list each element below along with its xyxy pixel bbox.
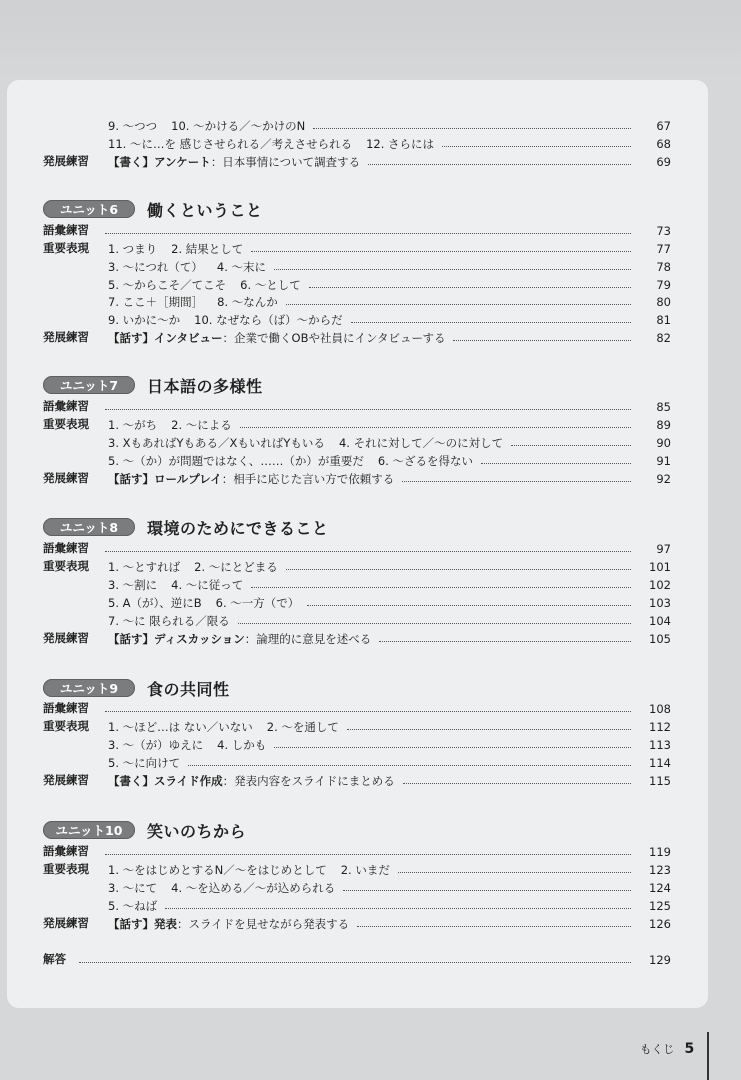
activity-tag: 【話す】ディスカッション [108, 631, 245, 646]
dot-leader [453, 340, 631, 341]
entry-item: 3. XもあればYもある／XもいればYもいる [108, 435, 325, 450]
toc-entry[interactable] [108, 558, 671, 575]
dot-leader [188, 765, 631, 766]
entry-item: 3. ～にて [108, 880, 158, 895]
category-label: 語彙練習 [43, 844, 89, 858]
activity-desc: ：企業で働くOBや社員にインタビューする [222, 330, 446, 345]
dot-leader [286, 569, 631, 570]
toc-entry[interactable] [108, 117, 671, 134]
dot-leader [79, 962, 631, 963]
dot-leader [307, 605, 631, 606]
page-number: 124 [649, 880, 671, 895]
toc-entry[interactable] [108, 772, 671, 789]
toc-entry[interactable] [97, 398, 671, 415]
toc-entry[interactable] [97, 700, 671, 717]
page-number: 102 [649, 577, 671, 592]
toc-entry[interactable] [71, 951, 671, 968]
dot-leader [105, 551, 631, 552]
toc-entry[interactable] [108, 153, 671, 170]
category-label: 発展練習 [43, 773, 89, 787]
toc-entry[interactable] [108, 470, 671, 487]
toc-entry[interactable] [108, 576, 671, 593]
toc-entry[interactable] [108, 434, 671, 451]
activity-desc: ：論理的に意見を述べる [244, 631, 372, 646]
entry-item: 1. ～ほど…は ない／いない [108, 719, 253, 734]
dot-leader [481, 463, 631, 464]
page-number: 104 [649, 613, 671, 628]
entry-item: 5. A（が）、逆にB [108, 595, 202, 610]
page-number: 68 [656, 136, 671, 151]
unit-badge: ユニット6 [43, 200, 135, 218]
activity-desc: ：スライドを見せながら発表する [177, 916, 350, 931]
entry-item: 5. ～からこそ／てこそ [108, 277, 227, 292]
activity-tag: 【書く】アンケート [108, 154, 211, 169]
footer-label: もくじ [640, 1042, 675, 1056]
toc-entry[interactable] [97, 843, 671, 860]
page-number: 89 [656, 417, 671, 432]
unit-heading[interactable] [43, 677, 230, 699]
entry-item: 3. ～（が）ゆえに [108, 737, 204, 752]
unit-badge: ユニット10 [43, 821, 135, 839]
entry-item: 4. ～を込める／～が込められる [171, 880, 336, 895]
unit-heading[interactable] [43, 516, 329, 538]
entry-item: 7. ～に 限られる／限る [108, 613, 230, 628]
activity-tag: 【話す】発表 [108, 916, 177, 931]
toc-entry[interactable] [108, 915, 671, 932]
entry-item: 3. ～につれ（て） [108, 259, 203, 274]
entry-item: 4. ～に従って [171, 577, 244, 592]
entry-item: 1. ～がち [108, 417, 158, 432]
dot-leader [511, 445, 631, 446]
toc-entry[interactable] [108, 258, 671, 275]
dot-leader [238, 623, 631, 624]
page-number: 105 [649, 631, 671, 646]
footer-page-number: 5 [684, 1041, 695, 1057]
category-label: 語彙練習 [43, 541, 89, 555]
category-label: 発展練習 [43, 916, 89, 930]
page-number: 85 [656, 399, 671, 414]
unit-heading[interactable] [43, 819, 246, 841]
dot-leader [274, 269, 631, 270]
toc-entry[interactable] [108, 612, 671, 629]
unit-badge: ユニット7 [43, 376, 135, 394]
page-number: 67 [656, 118, 671, 133]
dot-leader [357, 926, 631, 927]
category-label: 発展練習 [43, 471, 89, 485]
page-footer [640, 1040, 694, 1058]
page-number: 126 [649, 916, 671, 931]
entry-item: 5. ～に向けて [108, 755, 181, 770]
page-number: 103 [649, 595, 671, 610]
toc-entry[interactable] [108, 736, 671, 753]
dot-leader [105, 409, 631, 410]
category-label: 発展練習 [43, 154, 89, 168]
dot-leader [251, 587, 631, 588]
unit-title: 働くということ [147, 200, 263, 220]
toc-entry[interactable] [108, 276, 671, 293]
dot-leader [379, 641, 631, 642]
category-label: 重要表現 [43, 417, 89, 431]
entry-item: 1. ～をはじめとするN／～をはじめとして [108, 862, 327, 877]
page-number: 129 [649, 952, 671, 967]
toc-entry[interactable] [108, 416, 671, 433]
dot-leader [105, 711, 631, 712]
dot-leader [105, 854, 631, 855]
page-number: 92 [656, 471, 671, 486]
page-number: 123 [649, 862, 671, 877]
category-label: 重要表現 [43, 719, 89, 733]
unit-badge: ユニット9 [43, 679, 135, 697]
entry-item: 1. ～とすれば [108, 559, 181, 574]
dot-leader [343, 890, 631, 891]
dot-leader [309, 287, 631, 288]
entry-item: 4. それに対して／～のに対して [338, 435, 504, 450]
dot-leader [251, 251, 631, 252]
category-label: 重要表現 [43, 241, 89, 255]
entry-item: 2. いまだ [340, 862, 390, 877]
page-number: 115 [649, 773, 671, 788]
page-number: 125 [649, 898, 671, 913]
entry-item: 5. ～ねば [108, 898, 158, 913]
edge-rule [707, 1032, 709, 1080]
top-shade [0, 0, 741, 80]
page-number: 114 [649, 755, 671, 770]
toc-entry[interactable] [108, 240, 671, 257]
page-number: 80 [656, 294, 671, 309]
toc-entry[interactable] [108, 754, 671, 771]
page-number: 69 [656, 154, 671, 169]
category-label: 発展練習 [43, 330, 89, 344]
category-label: 語彙練習 [43, 701, 89, 715]
unit-title: 環境のためにできること [147, 518, 329, 538]
page-number: 91 [656, 453, 671, 468]
dot-leader [368, 164, 631, 165]
entry-item: 11. ～に…を 感じさせられる／考えさせられる [108, 136, 353, 151]
category-label: 語彙練習 [43, 223, 89, 237]
dot-leader [442, 146, 631, 147]
unit-title: 食の共同性 [147, 679, 230, 699]
dot-leader [274, 747, 631, 748]
entry-item: 6. ～として [240, 277, 301, 292]
page-number: 90 [656, 435, 671, 450]
unit-badge: ユニット8 [43, 518, 135, 536]
activity-desc: ：日本事情について調査する [210, 154, 361, 169]
toc-entry[interactable] [108, 630, 671, 647]
dot-leader [286, 304, 631, 305]
entry-item: 10. なぜなら（ば）～からだ [194, 312, 343, 327]
entry-item: 2. ～を通して [266, 719, 339, 734]
unit-heading[interactable] [43, 198, 263, 220]
dot-leader [398, 872, 631, 873]
dot-leader [240, 427, 631, 428]
unit-heading[interactable] [43, 374, 263, 396]
toc-entry[interactable] [108, 879, 671, 896]
entry-item: 2. ～による [171, 417, 232, 432]
entry-item: 6. ～一方（で） [215, 595, 300, 610]
entry-item: 10. ～かける／～かけのN [171, 118, 306, 133]
entry-item: 1. つまり [108, 241, 158, 256]
toc-entry[interactable] [108, 718, 671, 735]
category-label: 語彙練習 [43, 399, 89, 413]
entry-item: 4. しかも [217, 737, 267, 752]
dot-leader [402, 481, 631, 482]
entry-item: 3. ～割に [108, 577, 158, 592]
dot-leader [403, 783, 631, 784]
entry-item: 9. ～つつ [108, 118, 158, 133]
toc-entry[interactable] [108, 293, 671, 310]
category-label: 発展練習 [43, 631, 89, 645]
entry-item: 5. ～（か）が問題ではなく、……（か）が重要だ [108, 453, 364, 468]
toc-entry[interactable] [97, 540, 671, 557]
dot-leader [165, 908, 631, 909]
entry-item: 6. ～ざるを得ない [377, 453, 474, 468]
page-number: 82 [656, 330, 671, 345]
page-number: 108 [649, 701, 671, 716]
page-number: 113 [649, 737, 671, 752]
activity-tag: 【話す】ロールプレイ [108, 471, 222, 486]
entry-item: 2. 結果として [171, 241, 244, 256]
entry-item: 12. さらには [366, 136, 435, 151]
entry-item: 4. ～末に [216, 259, 267, 274]
activity-desc: ：相手に応じた言い方で依頼する [221, 471, 395, 486]
category-label: 重要表現 [43, 862, 89, 876]
dot-leader [351, 322, 631, 323]
toc-entry[interactable] [108, 594, 671, 611]
toc-entry[interactable] [108, 311, 671, 328]
page-number: 79 [656, 277, 671, 292]
toc-entry[interactable] [108, 897, 671, 914]
category-label: 解答 [43, 952, 66, 966]
dot-leader [313, 128, 631, 129]
dot-leader [347, 729, 631, 730]
entry-item: 2. ～にとどまる [194, 559, 278, 574]
unit-title: 笑いのちから [147, 821, 247, 841]
toc-entry[interactable] [108, 452, 671, 469]
page-number: 112 [649, 719, 671, 734]
toc-entry[interactable] [108, 135, 671, 152]
toc-entry[interactable] [97, 222, 671, 239]
activity-tag: 【書く】スライド作成 [108, 773, 223, 788]
activity-tag: 【話す】インタビュー [108, 330, 223, 345]
entry-item: 9. いかに～か [108, 312, 181, 327]
page-number: 77 [656, 241, 671, 256]
category-label: 重要表現 [43, 559, 89, 573]
page-number: 119 [649, 844, 671, 859]
page-number: 73 [656, 223, 671, 238]
unit-title: 日本語の多様性 [147, 376, 263, 396]
activity-desc: ：発表内容をスライドにまとめる [222, 773, 395, 788]
toc-entry[interactable] [108, 329, 671, 346]
toc-entry[interactable] [108, 861, 671, 878]
dot-leader [105, 233, 631, 234]
page-number: 97 [656, 541, 671, 556]
page-number: 81 [656, 312, 671, 327]
entry-item: 7. ここ＋［期間］ [108, 294, 204, 309]
page-number: 101 [649, 559, 671, 574]
entry-item: 8. ～なんか [217, 294, 278, 309]
page-number: 78 [656, 259, 671, 274]
